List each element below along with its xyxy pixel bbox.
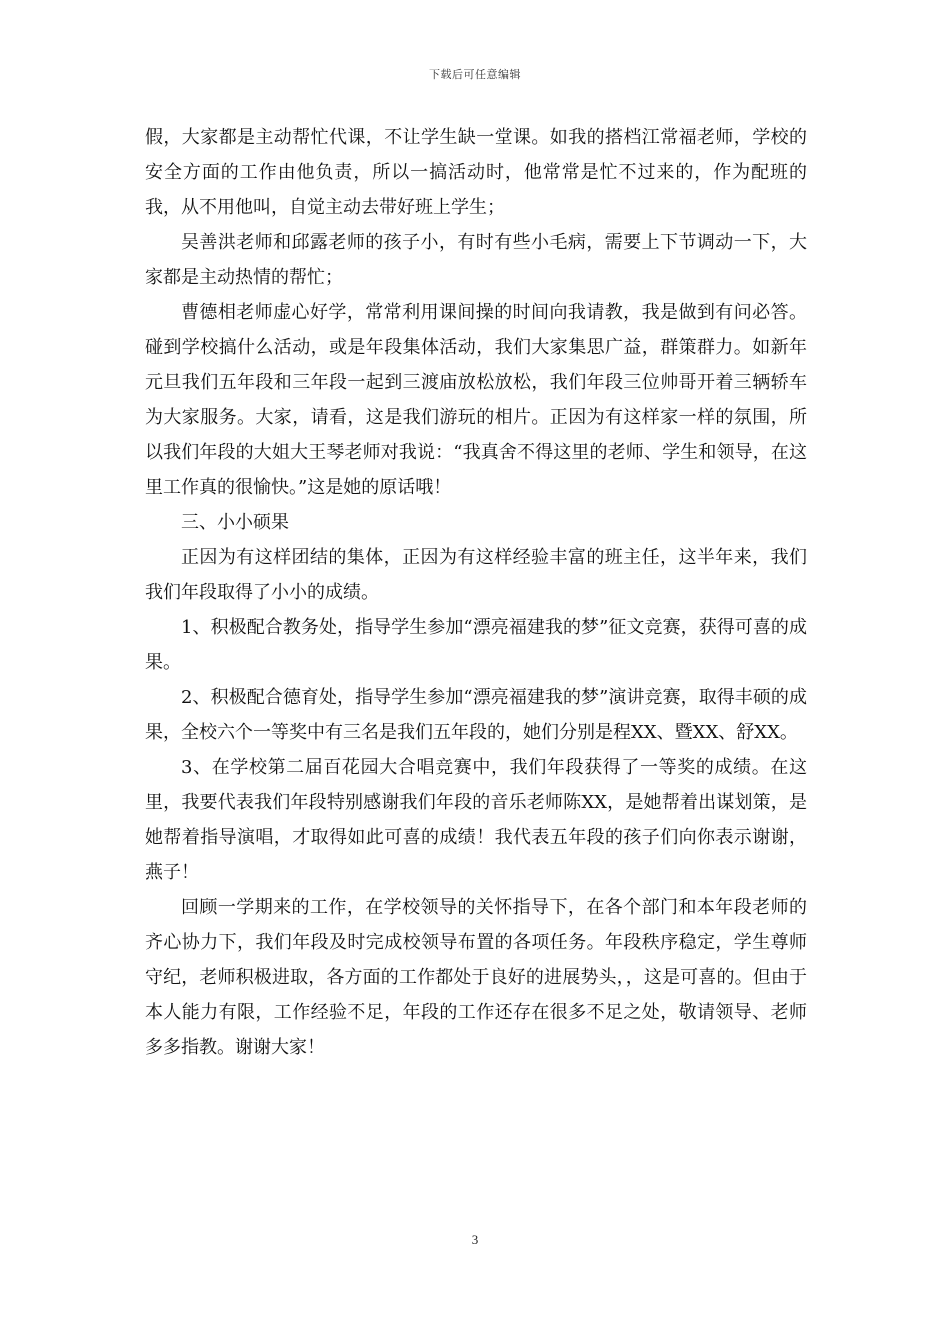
list-item: 2、积极配合德育处，指导学生参加“漂亮福建我的梦”演讲竞赛，取得丰硕的成果，全校六个一等奖中有三名是我们五年段的，她们分别是程XX、暨XX、舒XX。: [145, 687, 807, 743]
page-header: 下载后可任意编辑: [429, 68, 521, 81]
paragraph: 吴善洪老师和邱露老师的孩子小，有时有些小毛病，需要上下节调动一下，大家都是主动热情的帮忙；: [145, 232, 807, 288]
document-body: [145, 120, 807, 1065]
paragraph: 曹德相老师虚心好学，常常利用课间操的时间向我请教，我是做到有问必答。碰到学校搞什么活动，或是年段集体活动，我们大家集思广益，群策群力。如新年元旦我们五年段和三年段一起到三渡庙放松放松，我们年段三位帅哥开着三辆轿车为大家服务。大家，请看，这是我们游玩的相片。正因为有这样家一样的氛围，所以我们年段的大姐大王琴老师对我说：“我真舍不得这里的老师、学生和领导，在这里工作真的很愉快。”这是她的原话哦！: [145, 302, 807, 498]
paragraph: 回顾一学期来的工作，在学校领导的关怀指导下，在各个部门和本年段老师的齐心协力下，我们年段及时完成校领导布置的各项任务。年段秩序稳定，学生尊师守纪，老师积极进取，各方面的工作都处于良好的进展势头，，这是可喜的。但由于本人能力有限，工作经验不足，年段的工作还存在很多不足之处，敬请领导、老师多多指教。谢谢大家！: [145, 897, 807, 1058]
paragraph-continuation: 假，大家都是主动帮忙代课，不让学生缺一堂课。如我的搭档江常福老师，学校的安全方面的工作由他负责，所以一搞活动时，他常常是忙不过来的，作为配班的我，从不用他叫，自觉主动去带好班上学生；: [145, 127, 807, 218]
paragraph: 正因为有这样团结的集体，正因为有这样经验丰富的班主任，这半年来，我们我们年段取得了小小的成绩。: [145, 547, 807, 603]
list-item: 1、积极配合教务处，指导学生参加“漂亮福建我的梦”征文竞赛，获得可喜的成果。: [145, 617, 807, 673]
section-heading: 三、小小硕果: [181, 512, 289, 533]
page-number: 3: [471, 1232, 479, 1247]
list-item: 3、在学校第二届百花园大合唱竞赛中，我们年段获得了一等奖的成绩。在这里，我要代表我们年段特别感谢我们年段的音乐老师陈XX，是她帮着出谋划策，是她帮着指导演唱，才取得如此可喜的成绩！我代表五年段的孩子们向你表示谢谢，燕子！: [145, 757, 807, 883]
